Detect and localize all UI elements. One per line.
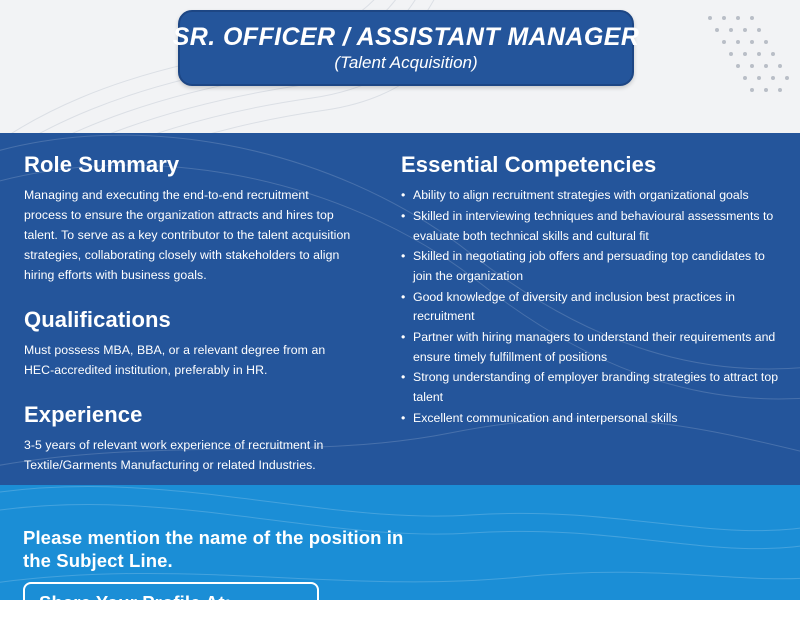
experience-heading: Experience — [24, 401, 143, 427]
footer-band — [0, 485, 800, 613]
right-column — [401, 153, 779, 429]
left-column — [24, 153, 354, 476]
share-profile-box[interactable] — [23, 582, 319, 624]
job-title: SR. OFFICER / ASSISTANT MANAGER — [172, 22, 640, 51]
header-band — [0, 0, 800, 133]
list-item: • Strong understanding of employer branding strategies to attract top talent — [401, 368, 779, 407]
list-item: • Ability to align recruitment strategies with organizational goals — [401, 186, 779, 206]
job-subtitle: (Talent Acquisition) — [334, 53, 478, 73]
competencies-list — [401, 186, 779, 428]
competencies-heading: Essential Competencies — [401, 152, 657, 177]
role-summary-text: Managing and executing the end-to-end recruitment process to ensure the organization attracts and hires top talent. To serve as a key contributor to the talent acquisition strategies, collaborating closely with stakeholders to align hiring efforts with business goals. — [24, 188, 351, 282]
subject-line-note: Please mention the name of the position in the Subject Line. — [23, 527, 404, 572]
main-content-band — [0, 133, 800, 485]
role-summary-heading: Role Summary — [24, 152, 180, 177]
qualifications-text: Must possess MBA, BBA, or a relevant degree from an HEC-accredited institution, preferably in HR. — [24, 342, 326, 377]
list-item: • Good knowledge of diversity and inclusion best practices in recruitment — [401, 288, 779, 327]
list-item: • Skilled in negotiating job offers and persuading top candidates to join the organization — [401, 247, 779, 286]
job-title-card — [172, 10, 640, 86]
decorative-dot-grid — [702, 4, 792, 114]
list-item: • Partner with hiring managers to understand their requirements and ensure timely fulfillment of positions — [401, 328, 779, 367]
qualifications-heading: Qualifications — [24, 306, 171, 332]
experience-text: 3-5 years of relevant work experience of recruitment in Textile/Garments Manufacturing or related Industries. — [24, 437, 324, 472]
list-item: • Skilled in interviewing techniques and behavioural assessments to evaluate both technical skills and cultural fit — [401, 207, 779, 246]
list-item: • Excellent communication and interpersonal skills — [401, 409, 779, 429]
share-profile-label: Share Your Profile At: — [39, 592, 232, 613]
